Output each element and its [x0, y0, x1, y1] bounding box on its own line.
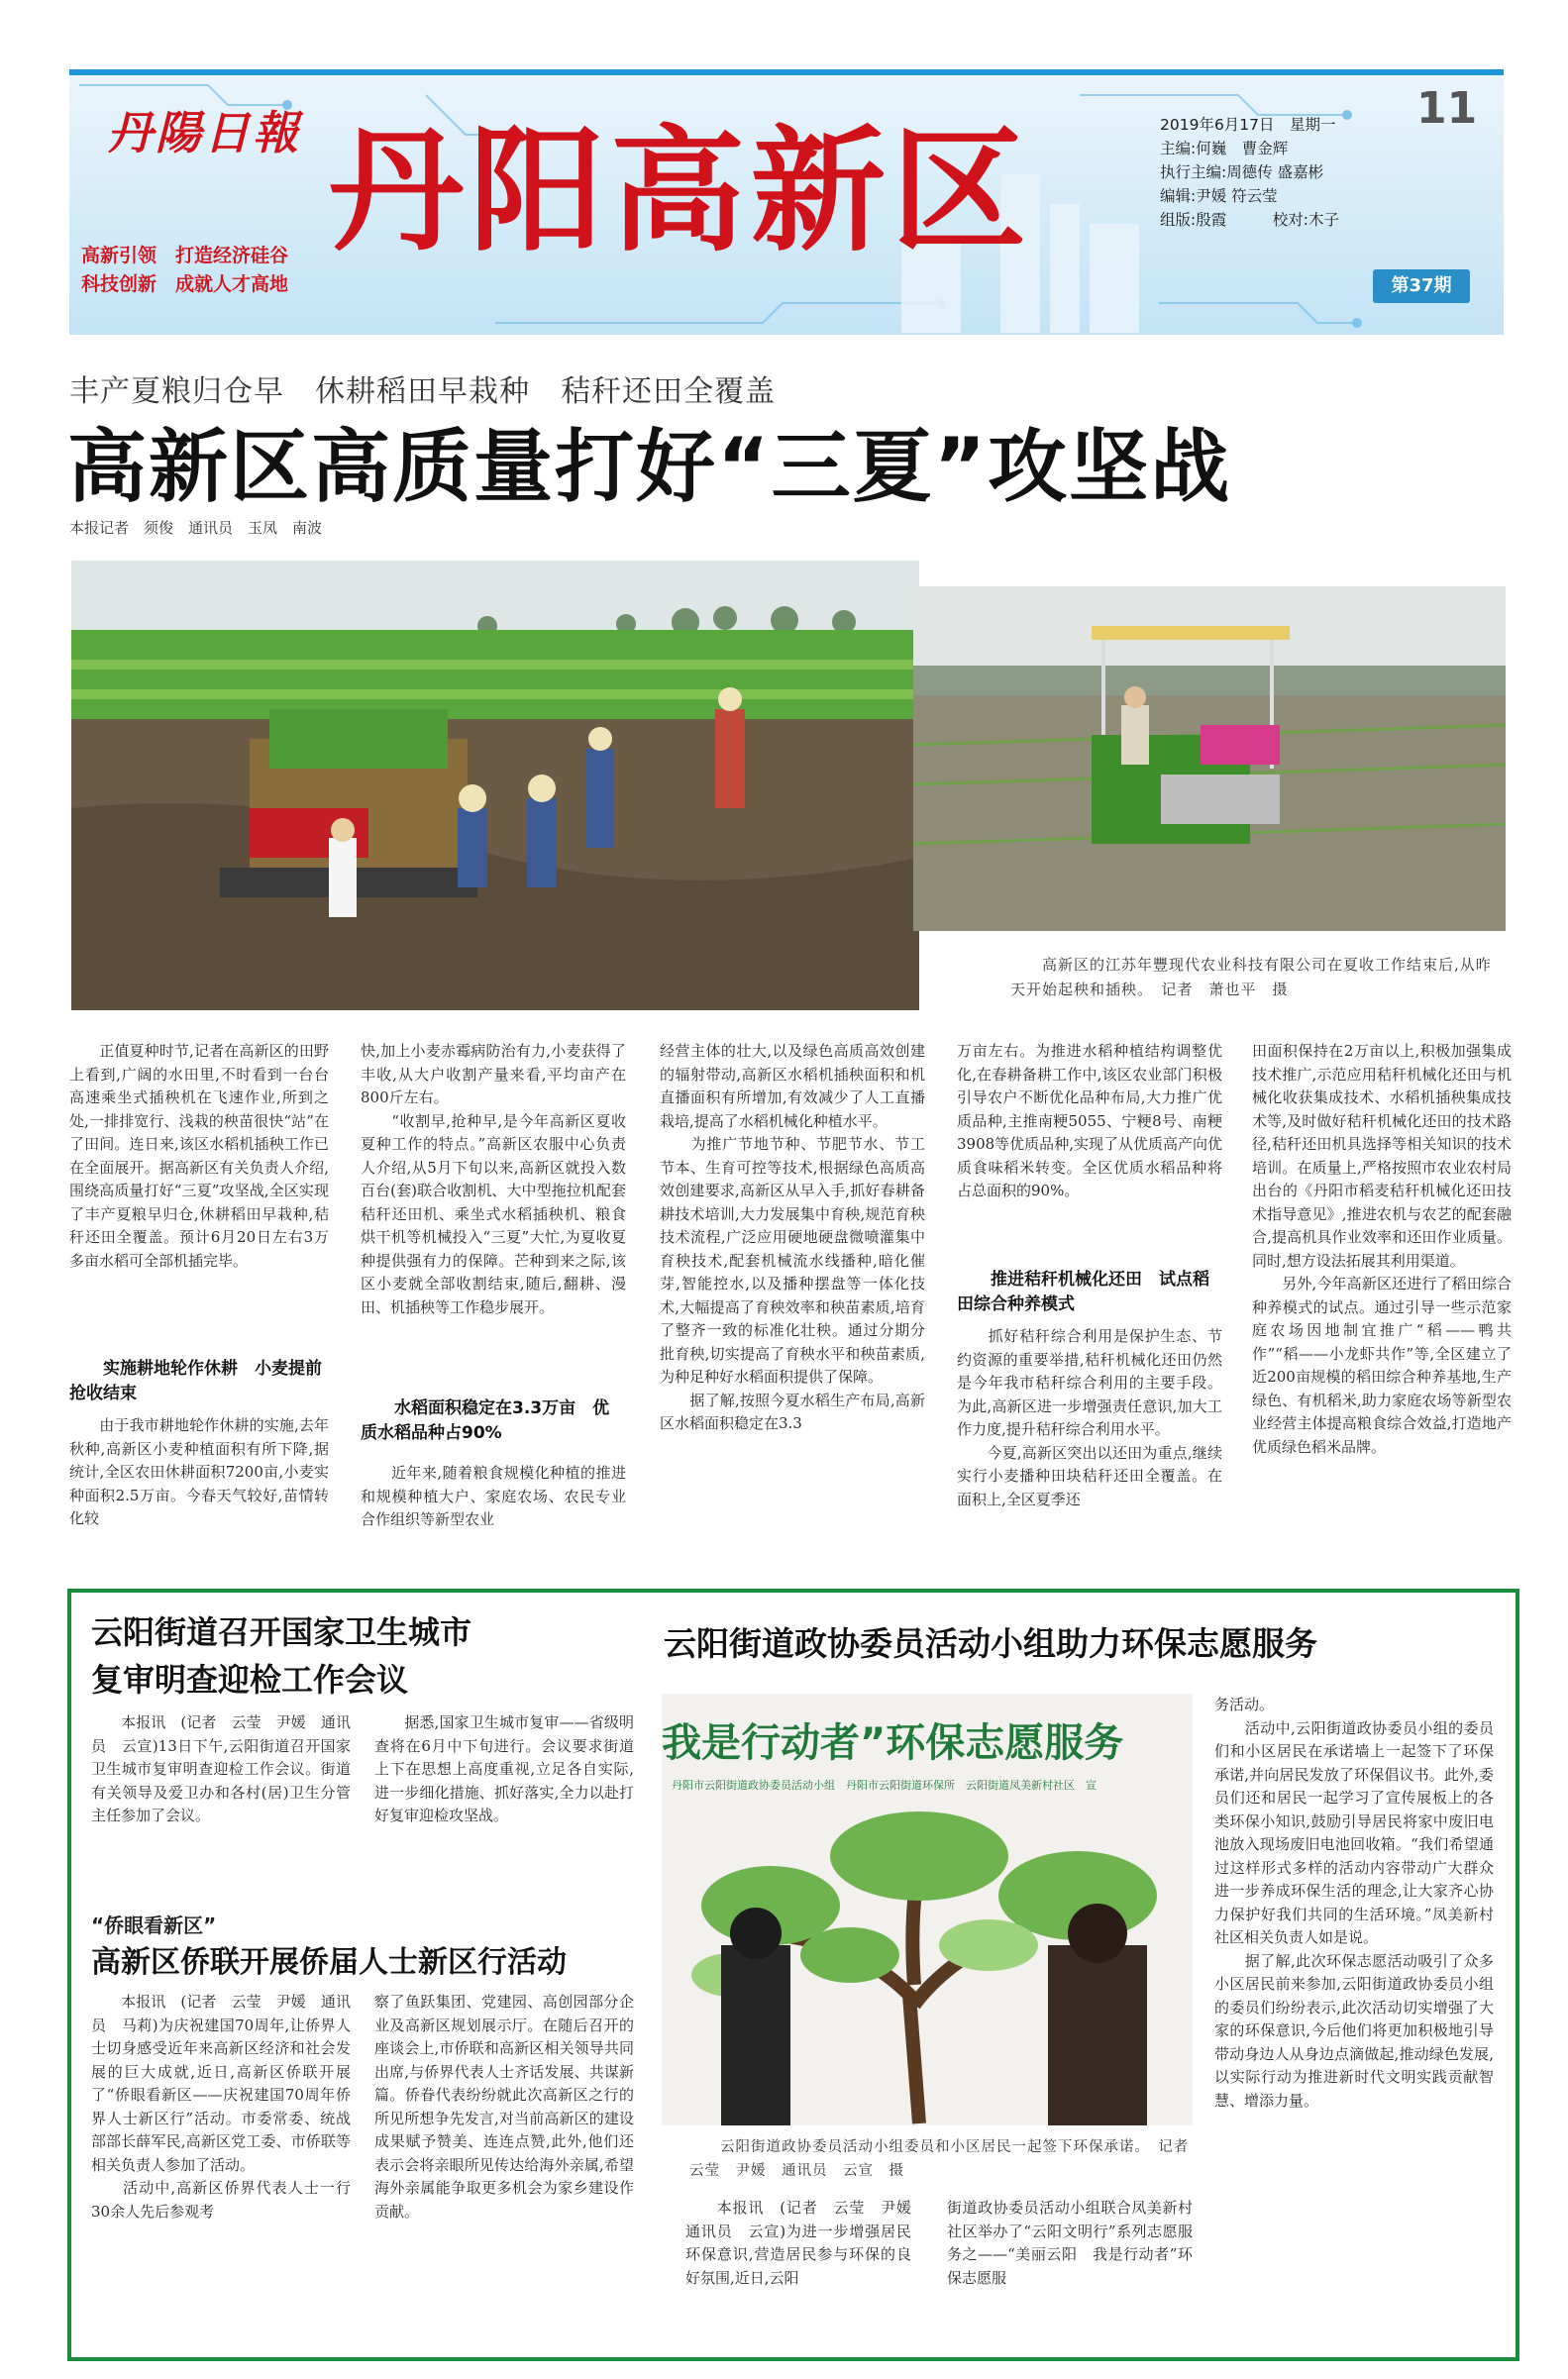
- photo-banner-text: 我是行动者”环保志愿服务: [662, 1720, 1124, 1766]
- masthead-banner: [69, 69, 1504, 335]
- lead-subhead-1: 实施耕地轮作休耕 小麦提前抢收结束: [69, 1359, 322, 1403]
- lead-col-1b: 由于我市耕地轮作休耕的实施,去年秋种,高新区小麦种植面积有所下降,据统计,全区农田休耕面积7200亩,小麦实种面积2.5万亩。今春天气较好,苗情转化较: [69, 1416, 329, 1527]
- lead-col-4a: 万亩左右。为推进水稻种植结构调整优化,在春耕备耕工作中,该区农业部门积极引导农户不断优化品种布局,大力推广优质品种,主推南粳5055、宁粳8号、南粳3908等优质品种,实现了从优质高产向优质食味稻米转变。全区优质水稻品种将占总面积的90%。: [957, 1042, 1222, 1199]
- page-number: 11: [1416, 83, 1478, 134]
- lead-col-2a: 快,加上小麦赤霉病防治有力,小麦获得了丰收,从大户收割产量来看,平均亩产在800斤左右。 “收割早,抢种早,是今年高新区夏收夏种工作的特点。”高新区农服中心负责人介绍,从5月下旬以来,高新区就投入数百台(套)联合收割机、大中型拖拉机配套秸秆还田机、乘坐式水稻插秧机、粮食烘干机等机械投入“三夏”大忙,为夏收夏种提供强有力的保障。芒种到来之际,该区小麦就全部收割结束,随后,翻耕、漫田、机插秧等工作稳步展开。: [361, 1042, 626, 1316]
- lead-kicker: 丰产夏粮归仓早 休耕稻田早栽种 秸秆还田全覆盖: [69, 374, 776, 409]
- article4-col-1: 本报讯 (记者 云莹 尹媛 通讯员 云宣)为进一步增强居民环保意识,营造居民参与环保的良好氛围,近日,云阳: [685, 2199, 927, 2287]
- lead-col-5: 田面积保持在2万亩以上,积极加强集成技术推广,示范应用秸秆机械化还田与机械化收获集成技术、水稻机插秧集成技术等,及时做好秸秆机械化还田的技术路径,秸秆还田机具选择等相关知识的技术培训。在质量上,严格按照市农业农村局出台的《丹阳市稻麦秸秆机械化还田技术指导意见》,推进农机与农艺的配套融合,提高机具作业效率和还田作业质量。同时,想方设法拓展其利用渠道。 另外,今年高新区还进行了稻田综合种养模式的试点。通过引导一些示范家庭农场因地制宜推广“稻——鸭共作”“稻——小龙虾共作”等,全区建立了近200亩规模的稻田综合种养基地,生产绿色、有机稻米,助力家庭农场等新型农业经营主体提高粮食综合效益,打造地产优质绿色稻米品牌。: [1252, 1042, 1512, 1456]
- article4-title: 云阳街道政协委员活动小组助力环保志愿服务: [664, 1624, 1317, 1663]
- slogan-line-2: 科技创新 成就人才高地: [81, 273, 289, 295]
- lead-photo-transplanter: [913, 586, 1506, 931]
- lead-col-4b: 抓好秸秆综合利用是保护生态、节约资源的重要举措,秸秆机械化还田仍然是今年我市秸秆综合利用的主要手段。为此,高新区进一步增强责任意识,加大工作力度,提升秸秆综合利用水平。 今夏,高新区突出以还田为重点,继续实行小麦播种田块秸秆还田全覆盖。在面积上,全区夏季还: [957, 1327, 1222, 1508]
- lead-headline: 高新区高质量打好“三夏”攻坚战: [67, 421, 1232, 513]
- slogan-line-1: 高新引领 打造经济硅谷: [81, 245, 289, 266]
- article2-col-1: 本报讯 (记者 云莹 尹媛 通讯员 云宣)13日下午,云阳街道召开国家卫生城市复审明查迎检工作会议。街道有关领导及爱卫办和各村(居)卫生分管主任参加了会议。: [91, 1713, 351, 1824]
- article3-col-2: 察了鱼跃集团、党建园、高创园部分企业及高新区规划展示厅。在随后召开的座谈会上,市侨联和高新区相关领导共同出席,与侨界代表人士齐话发展、共谋新篇。侨眷代表纷纷就此次高新区之行的所见所想争先发言,对当前高新区的建设成果赋予赞美、连连点赞,此外,他们还表示会将亲眼所见传达给海外亲属,希望海外亲属能争取更多机会为家乡建设作贡献。: [374, 1993, 634, 2221]
- photo-strip-text: 丹阳市云阳街道政协委员活动小组 丹阳市云阳街道环保所 云阳街道凤美新村社区 宣: [672, 1779, 1097, 1792]
- lead-subhead-2: 水稻面积稳定在3.3万亩 优质水稻品种占90%: [361, 1398, 610, 1443]
- article4-photo-caption: 云阳街道政协委员活动小组委员和小区居民一起签下环保承诺。 记者 云莹 尹媛 通讯员 云宣 摄: [689, 2139, 1204, 2179]
- article3-col-1: 本报讯 (记者 云莹 尹媛 通讯员 马莉)为庆祝建国70周年,让侨界人士切身感受近年来高新区经济和社会发展的巨大成就,近日,高新区侨联开展了“侨眼看新区——庆祝建国70周年侨界人士新区行”活动。市委常委、统战部部长薛军民,高新区党工委、市侨联等相关负责人参加了活动。 活动中,高新区侨界代表人士一行30余人先后参观考: [91, 1993, 351, 2221]
- issue-badge: 第37期: [1373, 269, 1470, 303]
- newspaper-logo: 丹陽日報: [107, 106, 301, 159]
- article3-title: 高新区侨联开展侨届人士新区行活动: [91, 1945, 567, 1980]
- article2-col-2: 据悉,国家卫生城市复审——省级明查将在6月中下旬进行。会议要求街道上下在思想上高度重视,立足各自实际,进一步细化措施、抓好落实,全力以赴打好复审迎检攻坚战。: [374, 1713, 634, 1824]
- lead-subhead-3: 推进秸秆机械化还田 试点稻田综合种养模式: [957, 1270, 1209, 1314]
- lead-photo-rice-transplanting: [71, 561, 919, 1010]
- edition-title: 丹阳高新区: [329, 114, 1032, 270]
- editor-credits: 主编:何巍 曹金辉 执行主编:周德传 盛嘉彬 编辑:尹媛 符云莹 组版:殷霞 校对:木子: [1160, 140, 1339, 229]
- lead-photo-caption: 高新区的江苏年豐现代农业科技有限公司在夏收工作结束后,从昨天开始起秧和插秧。 记者 萧也平 摄: [1010, 956, 1492, 998]
- article2-title: 云阳街道召开国家卫生城市 复审明查迎检工作会议: [91, 1613, 472, 1699]
- article4-col-3: 务活动。 活动中,云阳街道政协委员小组的委员们和小区居民在承诺墙上一起签下了环保承诺,并向居民发放了环保倡议书。此外,委员们还和居民一起学习了宣传展板上的各类环保小知识,鼓励引导居民将家中废旧电池放入现场废旧电池回收箱。“我们希望通过这样形式多样的活动内容带动广大群众进一步养成环保生活的理念,让大家齐心协力保护好我们共同的生活环境。”凤美新村社区相关负责人如是说。 据了解,此次环保志愿活动吸引了众多小区居民前来参加,云阳街道政协委员小组的委员们纷纷表示,此次活动切实增强了大家的环保意识,今后他们将更加积极地引导带动身边人从身边点滴做起,推动绿色发展,以实际行动为推进新时代文明实践贡献智慧、增添力量。: [1214, 1696, 1494, 2110]
- article4-photo-signing-wall: [662, 1694, 1193, 2125]
- slogan: [81, 242, 288, 299]
- article3-kicker: “侨眼看新区”: [91, 1914, 217, 1937]
- tree-mural: [662, 1797, 1193, 2125]
- article4-col-2: 街道政协委员活动小组联合凤美新村社区举办了“云阳文明行”系列志愿服务之——“美丽云阳 我是行动者”环保志愿服: [947, 2199, 1193, 2287]
- edition-meta: [1160, 113, 1339, 232]
- lead-col-2b: 近年来,随着粮食规模化种植的推进和规模种植大户、家庭农场、农民专业合作组织等新型农业: [361, 1464, 626, 1528]
- lead-col-1a: 正值夏种时节,记者在高新区的田野上看到,广阔的水田里,不时看到一台台高速乘坐式插秧机在飞速作业,所到之处,一排排宽行、浅栽的秧苗很快“站”在了田间。连日来,该区水稻机插秧工作已在全面展开。据高新区有关负责人介绍,围绕高质量打好“三夏”攻坚战,全区实现了丰产夏粮早归仓,休耕稻田早栽种,秸秆还田全覆盖。预计6月20日左右3万多亩水稻可全部机插完毕。: [69, 1042, 329, 1270]
- lead-byline: 本报记者 须俊 通讯员 玉凤 南波: [69, 519, 323, 537]
- lead-col-3: 经营主体的壮大,以及绿色高质高效创建的辐射带动,高新区水稻机插秧面积和机直播面积有所增加,有效减少了人工直播栽培,提高了水稻机械化种植水平。 为推广节地节种、节肥节水、节工节本、生育可控等技术,根据绿色高质高效创建要求,高新区从早入手,抓好春耕备耕技术培训,大力发展集中育秧,规范育秧技术流程,广泛应用硬地硬盘微喷灌集中育秧技术,配套机械流水线播种,暗化催芽,智能控水,以及播种摆盘等一体化技术,大幅提高了育秧效率和秧苗素质,培育了整齐一致的标准化壮秧。通过分期分批育秧,切实提高了育秧水平和秧苗素质,为种足种好水稻面积提供了保障。 据了解,按照今夏水稻生产布局,高新区水稻面积稳定在3.3: [660, 1042, 925, 1432]
- issue-date: 2019年6月17日 星期一: [1160, 116, 1336, 134]
